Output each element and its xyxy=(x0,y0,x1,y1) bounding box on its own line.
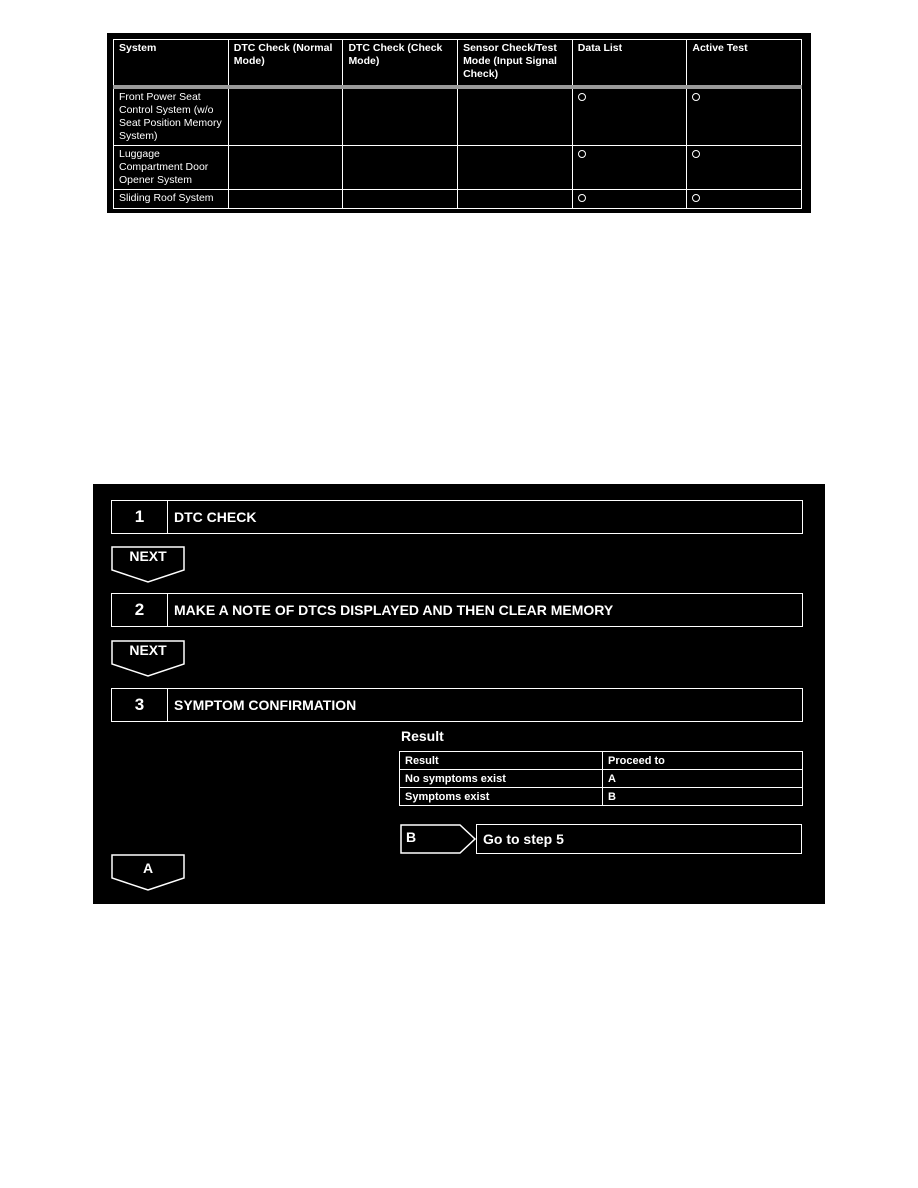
header-data-list: Data List xyxy=(572,40,687,88)
available-circle-icon xyxy=(692,194,700,202)
header-active-test: Active Test xyxy=(687,40,802,88)
mark-cell xyxy=(572,146,687,190)
mark-cell xyxy=(228,146,343,190)
table-row xyxy=(400,788,803,806)
result-header-result: Result xyxy=(400,752,603,770)
next-label: NEXT xyxy=(129,548,167,564)
diagnostic-flow-panel xyxy=(93,484,825,904)
table-header-row xyxy=(114,40,802,88)
result-table xyxy=(399,751,803,806)
system-name: Luggage Compartment Door Opener System xyxy=(114,146,229,190)
mark-cell xyxy=(343,146,458,190)
mark-cell xyxy=(343,190,458,209)
step-title: DTC CHECK xyxy=(174,509,257,525)
mark-cell xyxy=(458,87,573,146)
available-circle-icon xyxy=(578,194,586,202)
mark-cell xyxy=(228,87,343,146)
branch-b-target: Go to step 5 xyxy=(476,824,802,854)
next-arrow xyxy=(111,546,185,584)
result-heading: Result xyxy=(401,728,444,744)
next-label: NEXT xyxy=(129,642,167,658)
mark-cell xyxy=(572,190,687,209)
mark-cell xyxy=(458,190,573,209)
branch-a-arrow xyxy=(111,854,185,892)
mark-cell xyxy=(458,146,573,190)
table-row xyxy=(114,190,802,209)
mark-cell xyxy=(343,87,458,146)
branch-b xyxy=(400,824,803,856)
system-compatibility-panel xyxy=(107,33,811,213)
mark-cell xyxy=(572,87,687,146)
result-header-row xyxy=(400,752,803,770)
step-2-box xyxy=(111,593,803,627)
table-row xyxy=(400,770,803,788)
step-title: MAKE A NOTE OF DTCS DISPLAYED AND THEN CLEAR MEMORY xyxy=(174,602,614,618)
system-name: Front Power Seat Control System (w/o Seat Position Memory System) xyxy=(114,87,229,146)
branch-a-label: A xyxy=(142,860,154,876)
header-system: System xyxy=(114,40,229,88)
step-1-box xyxy=(111,500,803,534)
step-3-box xyxy=(111,688,803,722)
mark-cell xyxy=(687,190,802,209)
step-number: 2 xyxy=(112,594,168,626)
step-title: SYMPTOM CONFIRMATION xyxy=(174,697,357,713)
next-arrow xyxy=(111,640,185,678)
table-row xyxy=(114,87,802,146)
available-circle-icon xyxy=(578,93,586,101)
mark-cell xyxy=(228,190,343,209)
result-condition: Symptoms exist xyxy=(400,788,603,806)
mark-cell xyxy=(687,87,802,146)
branch-b-label: B xyxy=(406,829,417,845)
system-compatibility-table xyxy=(113,39,802,209)
mark-cell xyxy=(687,146,802,190)
step-number: 1 xyxy=(112,501,168,533)
result-proceed: A xyxy=(603,770,803,788)
table-row xyxy=(114,146,802,190)
header-dtc-check: DTC Check (Check Mode) xyxy=(343,40,458,88)
available-circle-icon xyxy=(578,150,586,158)
header-sensor-check: Sensor Check/Test Mode (Input Signal Check) xyxy=(458,40,573,88)
step-number: 3 xyxy=(112,689,168,721)
available-circle-icon xyxy=(692,150,700,158)
system-name: Sliding Roof System xyxy=(114,190,229,209)
available-circle-icon xyxy=(692,93,700,101)
result-header-proceed: Proceed to xyxy=(603,752,803,770)
result-proceed: B xyxy=(603,788,803,806)
header-dtc-normal: DTC Check (Normal Mode) xyxy=(228,40,343,88)
result-condition: No symptoms exist xyxy=(400,770,603,788)
